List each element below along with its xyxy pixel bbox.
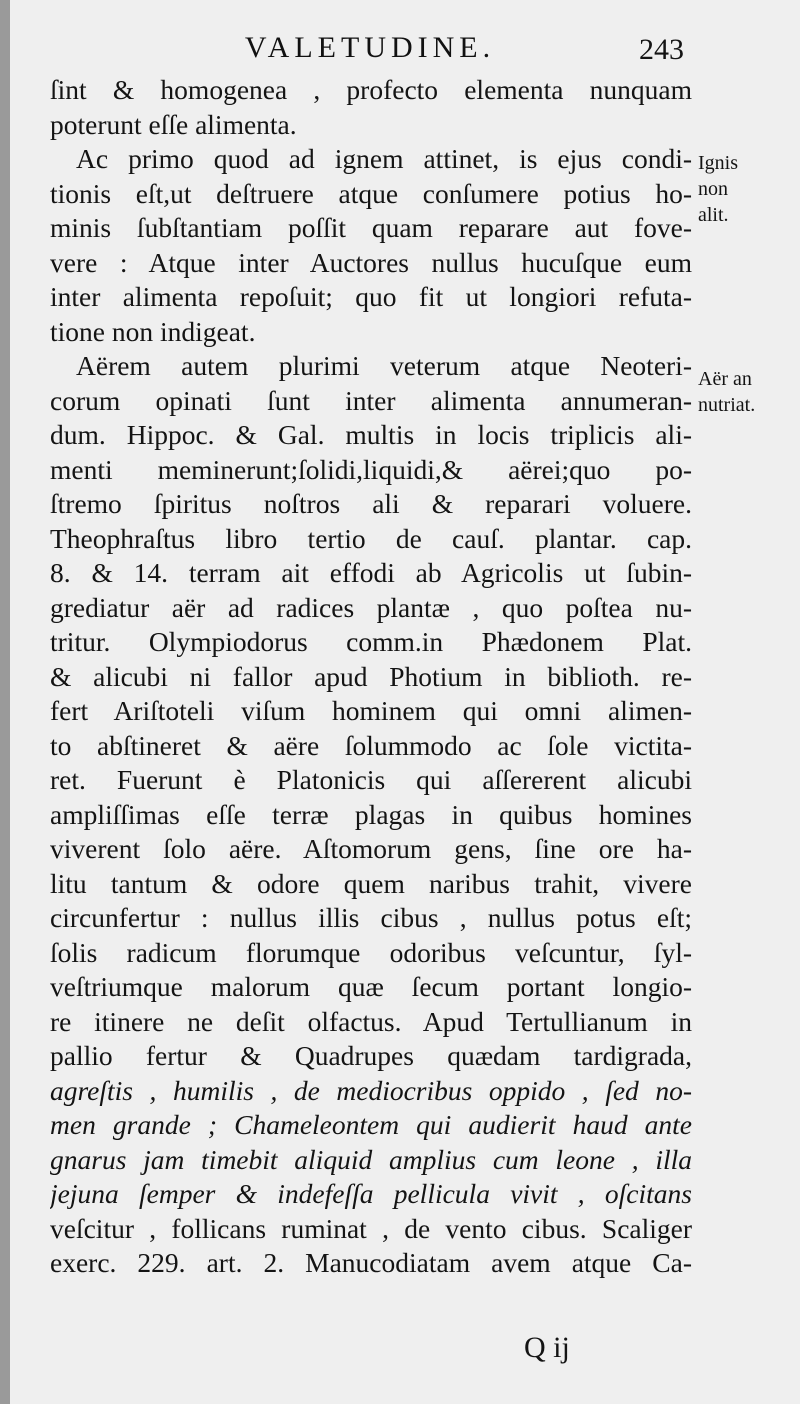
text-line: 8. & 14. terram ait effodi ab Agricolis ut ſubin- (50, 557, 692, 588)
text-line: men grande ; Chameleontem qui audierit haud ante (50, 1109, 692, 1140)
text-line: tione non indigeat. (50, 315, 256, 347)
margin-note-line: alit. (698, 204, 729, 226)
text-line: litu tantum & odore quem naribus trahit, vivere (50, 867, 692, 899)
text-line: fert Ariſtoteli viſum hominem qui omni alimen- (50, 695, 692, 726)
text-line: jejuna ſemper & indefeſſa pellicula vivit , oſcitans (50, 1178, 692, 1209)
page-header (50, 28, 690, 72)
text-line: vere : Atque inter Auctores nullus hucuſque eum (50, 246, 692, 278)
text-line: to abſtineret & aëre ſolummodo ac ſole victita- (50, 729, 692, 761)
text-line: Ac primo quod ad ignem attinet, is ejus condi- (76, 143, 692, 174)
page-number: 243 (639, 33, 684, 66)
text-line: inter alimenta repoſuit; quo fit ut longiori refuta- (50, 281, 692, 312)
text-line: pallio fertur & Quadrupes quædam tardigrada, (50, 1040, 692, 1071)
text-line: Theophraſtus libro tertio de cauſ. plantar. cap. (50, 522, 692, 554)
text-line: grediatur aër ad radices plantæ , quo poſtea nu- (50, 591, 692, 623)
margin-note-line: Aër an (698, 368, 752, 390)
text-line: ſolis radicum florumque odoribus veſcuntur, ſyl- (50, 936, 692, 968)
text-line: dum. Hippoc. & Gal. multis in locis triplicis ali- (50, 419, 692, 450)
text-line: ret. Fuerunt è Platonicis qui aſſererent alicubi (50, 764, 692, 795)
text-line: re itinere ne deſit olfactus. Apud Tertullianum in (50, 1005, 692, 1037)
text-line: veſtriumque malorum quæ ſecum portant longio- (50, 971, 692, 1002)
text-line: gnarus jam timebit aliquid amplius cum leone , illa (50, 1143, 692, 1175)
text-line: viverent ſolo aëre. Aſtomorum gens, ſine ore ha- (50, 833, 692, 864)
margin-note-ignis (698, 150, 798, 228)
text-line: & alicubi ni fallor apud Photium in biblioth. re- (50, 660, 692, 692)
margin-note-aer (698, 366, 798, 418)
signature-mark: Q ij (524, 1331, 570, 1364)
running-head: VALETUDINE. (244, 31, 496, 64)
text-line: corum opinati ſunt inter alimenta annumeran- (50, 384, 692, 416)
text-line: minis ſubſtantiam poſſit quam reparare aut fove- (50, 212, 692, 243)
text-line: veſcitur , follicans ruminat , de vento cibus. Scaliger (50, 1212, 692, 1244)
text-line: agreſtis , humilis , de mediocribus oppido , ſed no- (50, 1074, 692, 1106)
margin-note-line: non (698, 178, 728, 200)
text-line: tionis eſt,ut deſtruere atque conſumere potius ho- (50, 177, 692, 209)
text-line: ſtremo ſpiritus noſtros ali & reparari voluere. (50, 488, 692, 519)
text-line: menti meminerunt;ſolidi,liquidi,& aërei;quo po- (50, 453, 692, 485)
text-line: circunfertur : nullus illis cibus , nullus potus eſt; (50, 902, 692, 933)
text-line: tritur. Olympiodorus comm.in Phædonem Plat. (50, 626, 692, 657)
text-line: poterunt eſſe alimenta. (50, 108, 297, 140)
text-line: exerc. 229. art. 2. Manucodiatam avem atque Ca- (50, 1247, 692, 1278)
margin-note-line: Ignis (698, 152, 738, 174)
text-line: ampliſſimas eſſe terræ plagas in quibus homines (50, 798, 692, 830)
text-line: ſint & homogenea , profecto elementa nunquam (50, 74, 692, 105)
margin-note-line: nutriat. (698, 394, 756, 416)
body-text (50, 73, 692, 1281)
text-line: Aërem autem plurimi veterum atque Neoteri- (76, 350, 692, 381)
